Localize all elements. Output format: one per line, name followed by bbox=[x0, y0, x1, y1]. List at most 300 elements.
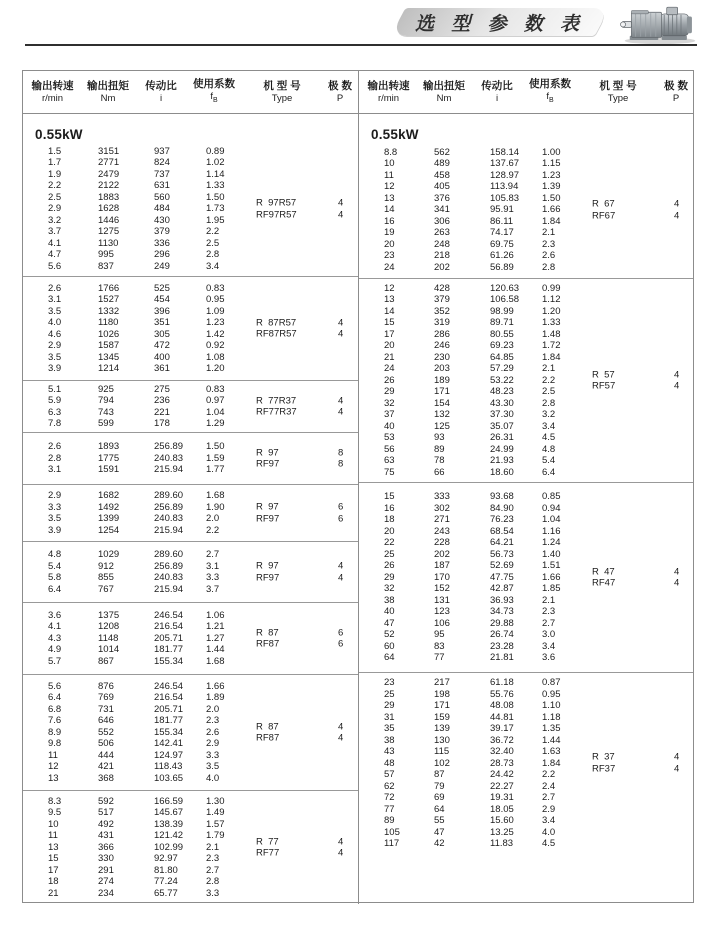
data-row bbox=[23, 453, 358, 465]
torque-cell: 286 bbox=[434, 328, 450, 340]
ratio-cell: 24.42 bbox=[490, 769, 514, 780]
service-factor-cell: 1.51 bbox=[542, 560, 561, 572]
data-row bbox=[359, 746, 693, 758]
speed-cell: 32 bbox=[384, 583, 395, 595]
speed-cell: 13 bbox=[384, 294, 395, 306]
torque-cell: 78 bbox=[434, 455, 445, 467]
data-row bbox=[23, 644, 358, 656]
type-label: RF87 bbox=[256, 638, 280, 650]
speed-cell: 12 bbox=[48, 761, 59, 773]
speed-cell: 3.5 bbox=[48, 513, 62, 524]
torque-cell: 47 bbox=[434, 826, 445, 838]
ratio-cell: 454 bbox=[154, 294, 170, 305]
pole-count: 6 bbox=[338, 501, 344, 513]
pole-counts bbox=[338, 395, 343, 418]
pole-count: 4 bbox=[338, 721, 344, 732]
block-rows bbox=[23, 796, 358, 900]
speed-cell: 57 bbox=[384, 769, 395, 780]
service-factor-cell: 0.97 bbox=[206, 395, 225, 406]
torque-cell: 405 bbox=[434, 181, 450, 193]
col-header-poles: 极 数 P bbox=[664, 79, 688, 104]
speed-cell: 18 bbox=[384, 514, 395, 526]
speed-cell: 14 bbox=[384, 305, 395, 317]
speed-cell: 17 bbox=[384, 328, 395, 340]
speed-cell: 1.5 bbox=[48, 145, 62, 157]
data-row bbox=[23, 363, 358, 375]
data-row bbox=[23, 249, 358, 261]
data-row bbox=[359, 421, 693, 433]
ratio-cell: 56.73 bbox=[490, 548, 514, 560]
ratio-cell: 18.05 bbox=[490, 803, 514, 815]
service-factor-cell: 2.3 bbox=[206, 853, 220, 865]
pole-count: 4 bbox=[338, 209, 344, 220]
torque-cell: 1492 bbox=[98, 501, 120, 513]
col-header-speed: 输出转速 r/min bbox=[31, 79, 74, 104]
service-factor-cell: 1.50 bbox=[206, 441, 225, 453]
ratio-cell: 47.75 bbox=[490, 571, 514, 583]
torque-cell: 291 bbox=[98, 864, 114, 876]
torque-cell: 79 bbox=[434, 780, 445, 792]
speed-cell: 5.4 bbox=[48, 560, 62, 572]
ratio-cell: 61.26 bbox=[490, 250, 514, 262]
ratio-cell: 256.89 bbox=[154, 441, 184, 453]
torque-cell: 912 bbox=[98, 560, 114, 572]
speed-cell: 89 bbox=[384, 815, 395, 826]
ratio-cell: 69.23 bbox=[490, 340, 514, 352]
torque-cell: 202 bbox=[434, 261, 450, 273]
type-label: R 97 bbox=[256, 447, 279, 458]
speed-cell: 52 bbox=[384, 629, 395, 641]
speed-cell: 26 bbox=[384, 560, 395, 572]
torque-cell: 171 bbox=[434, 700, 450, 711]
service-factor-cell: 3.3 bbox=[206, 572, 220, 583]
data-row bbox=[23, 384, 358, 396]
ratio-cell: 48.23 bbox=[490, 386, 514, 398]
torque-cell: 1628 bbox=[98, 203, 120, 215]
torque-cell: 421 bbox=[98, 761, 114, 773]
speed-cell: 3.3 bbox=[48, 501, 62, 513]
speed-cell: 1.7 bbox=[48, 157, 62, 169]
speed-cell: 2.2 bbox=[48, 180, 62, 192]
ratio-cell: 351 bbox=[154, 317, 170, 328]
data-row bbox=[359, 595, 693, 607]
pole-counts bbox=[338, 836, 343, 859]
block-rows bbox=[23, 142, 358, 276]
speed-cell: 4.1 bbox=[48, 237, 62, 249]
torque-cell: 1775 bbox=[98, 452, 120, 464]
data-row bbox=[23, 549, 358, 561]
ratio-cell: 240.83 bbox=[154, 452, 184, 464]
speed-cell: 23 bbox=[384, 250, 395, 262]
data-row bbox=[359, 317, 693, 329]
data-row bbox=[359, 700, 693, 712]
ratio-cell: 205.71 bbox=[154, 703, 184, 715]
data-row bbox=[23, 294, 358, 306]
service-factor-cell: 1.33 bbox=[206, 180, 225, 192]
service-factor-cell: 2.0 bbox=[206, 513, 220, 524]
ratio-cell: 137.67 bbox=[490, 158, 520, 170]
data-row bbox=[359, 329, 693, 341]
ratio-cell: 106.58 bbox=[490, 294, 520, 306]
service-factor-cell: 2.2 bbox=[542, 374, 556, 386]
torque-cell: 203 bbox=[434, 363, 450, 375]
type-group-block bbox=[23, 381, 358, 433]
torque-cell: 592 bbox=[98, 795, 114, 807]
speed-cell: 11 bbox=[48, 749, 58, 761]
service-factor-cell: 3.4 bbox=[542, 640, 556, 652]
torque-cell: 366 bbox=[98, 841, 114, 853]
ratio-cell: 39.17 bbox=[490, 723, 514, 734]
ratio-cell: 249 bbox=[154, 260, 170, 272]
torque-cell: 230 bbox=[434, 351, 450, 363]
data-row bbox=[359, 723, 693, 735]
torque-cell: 87 bbox=[434, 769, 445, 780]
ratio-cell: 246.54 bbox=[154, 609, 184, 621]
ratio-cell: 166.59 bbox=[154, 795, 184, 807]
speed-cell: 9.5 bbox=[48, 807, 62, 819]
torque-cell: 187 bbox=[434, 560, 450, 572]
type-label: R 57 bbox=[592, 369, 615, 380]
service-factor-cell: 3.5 bbox=[206, 761, 220, 773]
torque-cell: 1375 bbox=[98, 609, 120, 621]
torque-cell: 1446 bbox=[98, 214, 120, 226]
pole-count: 4 bbox=[338, 560, 344, 572]
service-factor-cell: 1.49 bbox=[206, 807, 225, 819]
torque-cell: 2771 bbox=[98, 157, 120, 169]
torque-cell: 271 bbox=[434, 514, 450, 526]
col-header-type: 机 型 号 Type bbox=[599, 79, 637, 104]
torque-cell: 731 bbox=[98, 703, 114, 715]
data-row bbox=[359, 432, 693, 444]
ratio-cell: 205.71 bbox=[154, 632, 184, 644]
speed-cell: 13 bbox=[48, 841, 59, 853]
data-row bbox=[23, 317, 358, 329]
type-group-block bbox=[359, 114, 693, 279]
data-row bbox=[23, 329, 358, 341]
block-rows bbox=[23, 681, 358, 785]
speed-cell: 29 bbox=[384, 571, 395, 583]
data-row bbox=[359, 583, 693, 595]
block-rows bbox=[23, 441, 358, 476]
data-row bbox=[23, 226, 358, 238]
type-label: R 47 bbox=[592, 566, 615, 577]
service-factor-cell: 2.5 bbox=[542, 386, 556, 398]
type-labels bbox=[256, 317, 297, 340]
speed-cell: 20 bbox=[384, 340, 395, 352]
type-labels bbox=[256, 502, 279, 525]
type-label: R 77 bbox=[256, 836, 279, 847]
type-label: RF37 bbox=[592, 763, 616, 775]
torque-cell: 170 bbox=[434, 571, 450, 583]
torque-cell: 743 bbox=[98, 406, 114, 418]
data-row bbox=[359, 526, 693, 538]
service-factor-cell: 1.20 bbox=[206, 363, 225, 374]
service-factor-cell: 3.3 bbox=[206, 749, 220, 761]
type-label: R 37 bbox=[592, 751, 615, 763]
service-factor-cell: 2.7 bbox=[542, 617, 556, 629]
data-row bbox=[23, 169, 358, 181]
ratio-cell: 15.60 bbox=[490, 815, 514, 826]
type-labels bbox=[256, 836, 279, 859]
data-row bbox=[23, 853, 358, 865]
speed-cell: 47 bbox=[384, 617, 395, 629]
data-row bbox=[23, 561, 358, 573]
torque-cell: 646 bbox=[98, 715, 114, 727]
service-factor-cell: 3.4 bbox=[542, 420, 556, 432]
torque-cell: 1345 bbox=[98, 351, 120, 363]
service-factor-cell: 3.7 bbox=[206, 583, 220, 595]
service-factor-cell: 4.5 bbox=[542, 838, 556, 849]
ratio-cell: 158.14 bbox=[490, 146, 520, 158]
speed-cell: 13 bbox=[48, 772, 59, 784]
service-factor-cell: 3.4 bbox=[542, 815, 556, 826]
type-labels bbox=[256, 395, 297, 418]
ratio-cell: 37.30 bbox=[490, 409, 514, 421]
service-factor-cell: 1.68 bbox=[206, 490, 225, 501]
service-factor-cell: 3.6 bbox=[542, 652, 556, 664]
service-factor-cell: 0.83 bbox=[206, 282, 225, 294]
service-factor-cell: 0.95 bbox=[542, 688, 561, 700]
service-factor-cell: 2.2 bbox=[206, 226, 220, 238]
data-row bbox=[23, 215, 358, 227]
pole-counts bbox=[338, 502, 343, 525]
torque-cell: 154 bbox=[434, 397, 450, 409]
speed-cell: 25 bbox=[384, 688, 395, 700]
service-factor-cell: 1.48 bbox=[542, 328, 561, 340]
pole-count: 4 bbox=[674, 566, 680, 577]
service-factor-cell: 1.84 bbox=[542, 351, 561, 363]
service-factor-cell: 2.4 bbox=[542, 780, 556, 792]
type-labels bbox=[592, 752, 615, 775]
service-factor-cell: 1.20 bbox=[542, 305, 561, 317]
speed-cell: 23 bbox=[384, 677, 395, 688]
ratio-cell: 56.89 bbox=[490, 261, 514, 273]
torque-cell: 489 bbox=[434, 158, 450, 170]
data-row bbox=[359, 444, 693, 456]
block-rows bbox=[23, 384, 358, 430]
service-factor-cell: 1.18 bbox=[542, 711, 561, 723]
ratio-cell: 102.99 bbox=[154, 841, 184, 853]
col-header-poles: 极 数 P bbox=[328, 79, 352, 104]
block-rows bbox=[23, 610, 358, 668]
ratio-cell: 275 bbox=[154, 383, 170, 395]
speed-cell: 64 bbox=[384, 652, 395, 664]
data-row bbox=[359, 239, 693, 251]
speed-cell: 12 bbox=[384, 181, 395, 193]
torque-cell: 1014 bbox=[98, 644, 120, 656]
data-row bbox=[23, 681, 358, 693]
col-header-torque: 输出扭矩 Nm bbox=[87, 79, 129, 104]
type-label: R 87 bbox=[256, 627, 279, 638]
service-factor-cell: 2.6 bbox=[542, 250, 556, 262]
type-group-block bbox=[23, 603, 358, 675]
data-row bbox=[359, 409, 693, 421]
torque-cell: 458 bbox=[434, 169, 450, 181]
service-factor-cell: 1.44 bbox=[206, 644, 225, 656]
col-header-service-factor: 使用系数 $f_B$ bbox=[193, 77, 235, 104]
type-label: R 87R57 bbox=[256, 317, 297, 328]
speed-cell: 3.5 bbox=[48, 351, 62, 363]
speed-cell: 5.6 bbox=[48, 680, 62, 692]
ratio-cell: 44.81 bbox=[490, 711, 514, 723]
service-factor-cell: 2.7 bbox=[542, 792, 556, 803]
torque-cell: 66 bbox=[434, 466, 445, 478]
block-rows bbox=[23, 490, 358, 536]
data-row bbox=[359, 386, 693, 398]
data-row bbox=[23, 283, 358, 295]
service-factor-cell: 1.84 bbox=[542, 757, 561, 769]
torque-cell: 1130 bbox=[98, 237, 119, 249]
type-label: R 87 bbox=[256, 721, 279, 732]
data-row bbox=[359, 294, 693, 306]
ratio-cell: 105.83 bbox=[490, 192, 520, 204]
service-factor-cell: 1.73 bbox=[206, 203, 225, 215]
speed-cell: 2.9 bbox=[48, 203, 62, 215]
speed-cell: 12 bbox=[384, 282, 395, 294]
torque-cell: 1766 bbox=[98, 282, 120, 294]
service-factor-cell: 1.72 bbox=[542, 340, 561, 352]
torque-cell: 248 bbox=[434, 238, 450, 250]
ratio-cell: 76.23 bbox=[490, 514, 514, 526]
service-factor-cell: 1.33 bbox=[542, 317, 561, 329]
ratio-cell: 89.71 bbox=[490, 317, 514, 329]
ratio-cell: 396 bbox=[154, 305, 170, 317]
data-row bbox=[23, 340, 358, 352]
ratio-cell: 64.21 bbox=[490, 537, 514, 549]
torque-cell: 492 bbox=[98, 818, 114, 830]
data-row bbox=[359, 250, 693, 262]
data-row bbox=[359, 375, 693, 387]
service-factor-cell: 2.8 bbox=[206, 876, 220, 888]
service-factor-cell: 2.2 bbox=[206, 524, 220, 536]
torque-cell: 1591 bbox=[98, 464, 120, 476]
torque-cell: 1254 bbox=[98, 524, 120, 536]
ratio-cell: 21.93 bbox=[490, 455, 514, 467]
type-group-block bbox=[23, 433, 358, 485]
service-factor-cell: 1.59 bbox=[206, 452, 225, 464]
ratio-cell: 240.83 bbox=[154, 572, 184, 583]
pole-counts bbox=[674, 369, 679, 392]
torque-cell: 376 bbox=[434, 192, 450, 204]
speed-cell: 20 bbox=[384, 525, 395, 537]
torque-cell: 562 bbox=[434, 146, 450, 158]
ratio-cell: 86.11 bbox=[490, 215, 514, 227]
ratio-cell: 92.97 bbox=[154, 853, 178, 865]
type-labels bbox=[256, 198, 297, 221]
service-factor-cell: 3.0 bbox=[542, 629, 556, 641]
service-factor-cell: 1.04 bbox=[206, 406, 225, 418]
torque-cell: 42 bbox=[434, 838, 445, 849]
service-factor-cell: 2.1 bbox=[542, 363, 556, 375]
torque-cell: 794 bbox=[98, 395, 114, 406]
data-row bbox=[23, 621, 358, 633]
data-row bbox=[23, 395, 358, 407]
type-group-block bbox=[23, 277, 358, 381]
torque-cell: 217 bbox=[434, 677, 450, 688]
ratio-cell: 103.65 bbox=[154, 772, 184, 784]
torque-cell: 1180 bbox=[98, 317, 119, 328]
data-row bbox=[359, 170, 693, 182]
service-factor-cell: 1.16 bbox=[542, 525, 561, 537]
data-row bbox=[23, 157, 358, 169]
type-labels bbox=[592, 369, 615, 392]
data-row bbox=[359, 827, 693, 839]
type-labels bbox=[256, 627, 279, 650]
table-header-left bbox=[23, 71, 358, 113]
speed-cell: 15 bbox=[384, 491, 395, 503]
left-table-half bbox=[23, 114, 358, 904]
speed-cell: 4.6 bbox=[48, 328, 62, 340]
torque-cell: 302 bbox=[434, 502, 450, 514]
type-label: R 97 bbox=[256, 501, 279, 513]
speed-cell: 8.9 bbox=[48, 726, 62, 738]
pole-count: 6 bbox=[338, 627, 344, 638]
torque-cell: 506 bbox=[98, 738, 114, 750]
col-header-ratio: 传动比 i bbox=[481, 79, 513, 104]
speed-cell: 2.6 bbox=[48, 441, 62, 453]
data-row bbox=[23, 704, 358, 716]
speed-cell: 17 bbox=[48, 864, 59, 876]
service-factor-cell: 0.94 bbox=[542, 502, 561, 514]
speed-cell: 9.8 bbox=[48, 738, 62, 750]
ratio-cell: 216.54 bbox=[154, 692, 184, 704]
ratio-cell: 240.83 bbox=[154, 513, 184, 524]
ratio-cell: 26.74 bbox=[490, 629, 514, 641]
ratio-cell: 93.68 bbox=[490, 491, 514, 503]
service-factor-cell: 1.40 bbox=[542, 548, 561, 560]
pole-count: 4 bbox=[338, 732, 344, 744]
type-label: RF77R37 bbox=[256, 406, 297, 418]
service-factor-cell: 0.95 bbox=[206, 294, 225, 305]
type-labels bbox=[256, 721, 279, 744]
torque-cell: 93 bbox=[434, 432, 445, 444]
torque-cell: 218 bbox=[434, 250, 450, 262]
data-row bbox=[23, 352, 358, 364]
torque-cell: 55 bbox=[434, 815, 445, 826]
service-factor-cell: 5.4 bbox=[542, 455, 556, 467]
block-rows bbox=[359, 677, 693, 850]
service-factor-cell: 2.1 bbox=[206, 841, 220, 853]
data-row bbox=[359, 306, 693, 318]
ratio-cell: 113.94 bbox=[490, 181, 519, 193]
torque-cell: 1029 bbox=[98, 549, 120, 560]
ratio-cell: 181.77 bbox=[154, 644, 184, 656]
type-label: RF67 bbox=[592, 210, 616, 221]
data-row bbox=[23, 727, 358, 739]
block-rows bbox=[23, 283, 358, 375]
ratio-cell: 48.08 bbox=[490, 700, 514, 711]
data-row bbox=[23, 830, 358, 842]
service-factor-cell: 6.4 bbox=[542, 466, 556, 478]
torque-cell: 1208 bbox=[98, 621, 120, 633]
service-factor-cell: 1.04 bbox=[542, 514, 561, 526]
service-factor-cell: 3.1 bbox=[206, 560, 220, 572]
data-row bbox=[359, 689, 693, 701]
service-factor-cell: 1.66 bbox=[542, 571, 561, 583]
pole-count: 4 bbox=[674, 577, 680, 589]
torque-cell: 333 bbox=[434, 491, 450, 503]
data-row bbox=[359, 815, 693, 827]
pole-count: 6 bbox=[338, 513, 344, 524]
data-row bbox=[359, 758, 693, 770]
ratio-cell: 118.43 bbox=[154, 761, 183, 773]
service-factor-cell: 4.0 bbox=[206, 772, 220, 784]
speed-cell: 37 bbox=[384, 409, 395, 421]
torque-cell: 228 bbox=[434, 537, 450, 549]
type-label: R 97R57 bbox=[256, 197, 297, 209]
data-row bbox=[359, 572, 693, 584]
data-row bbox=[23, 525, 358, 537]
